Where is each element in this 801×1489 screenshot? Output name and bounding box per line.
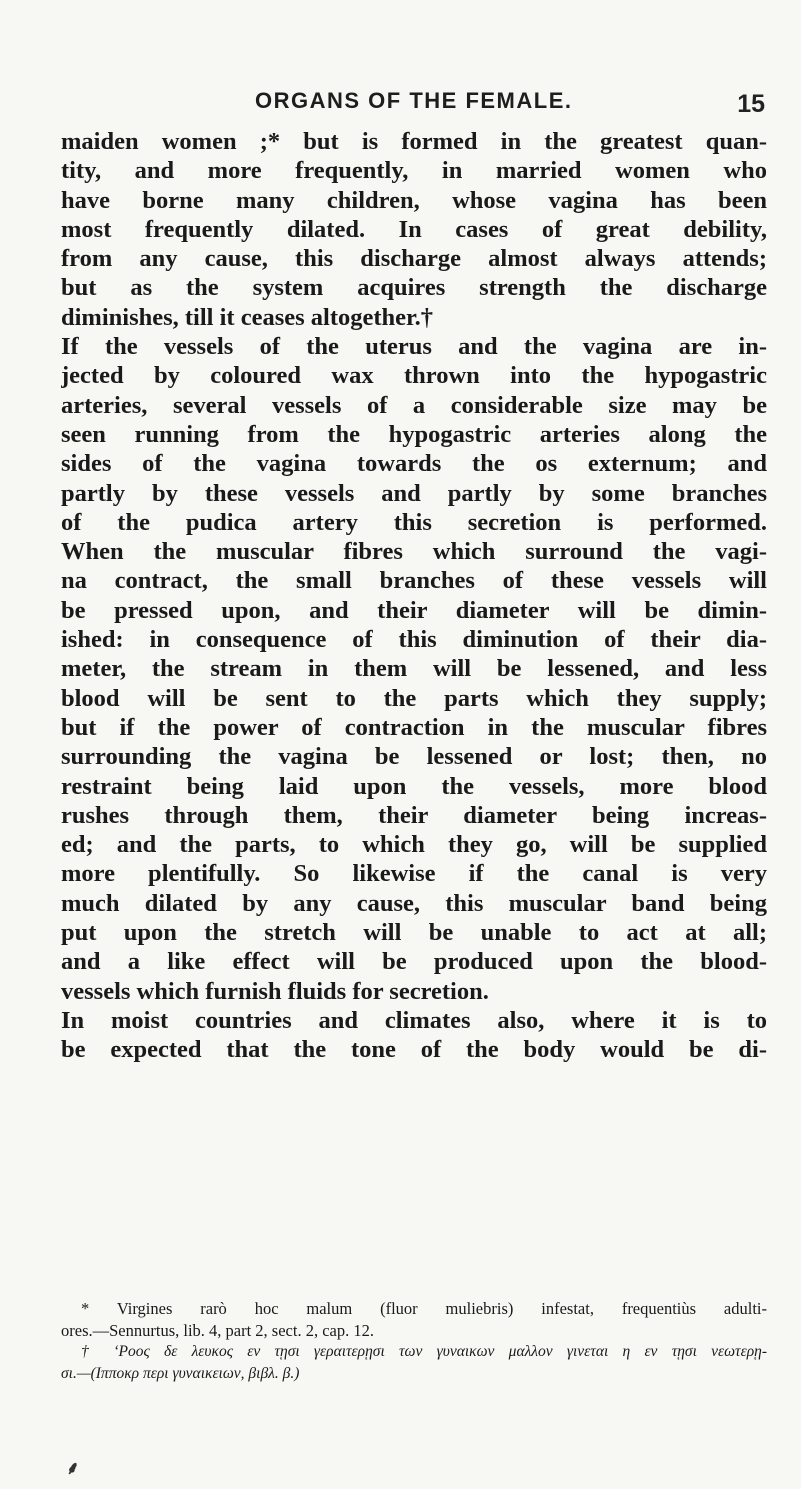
- footnote-2-line: σι.—(Ιπποκρ περι γυναικειων, βιβλ. β.): [61, 1364, 300, 1382]
- text-line: maiden women ;* but is formed in the greatest quan-: [61, 128, 767, 155]
- text-line: surrounding the vagina be lessened or lost; then, no: [61, 743, 767, 771]
- text-line: put upon the stretch will be unable to act at all;: [61, 919, 767, 947]
- running-head: [60, 86, 765, 120]
- text-line: jected by coloured wax thrown into the hypogastric: [61, 362, 767, 390]
- text-line: When the muscular fibres which surround the vagi-: [61, 538, 767, 566]
- text-line: blood will be sent to the parts which they supply;: [61, 684, 767, 712]
- footnote-1-line: ores.—Sennurtus, lib. 4, part 2, sect. 2, cap. 12.: [61, 1320, 374, 1340]
- text-line: In moist countries and climates also, where it is to: [61, 1006, 767, 1034]
- text-line: diminishes, till it ceases altogether.†: [61, 303, 434, 331]
- text-line: most frequently dilated. In cases of great debility,: [61, 215, 767, 243]
- footnotes: [61, 1298, 767, 1384]
- text-line: of the pudica artery this secretion is performed.: [61, 508, 767, 536]
- footnote-1-line: * Virgines rarò hoc malum (fluor muliebris) infestat, frequentiùs adulti-: [81, 1299, 767, 1318]
- text-line: be expected that the tone of the body would be di-: [61, 1036, 767, 1064]
- text-line: rushes through them, their diameter being increas-: [61, 801, 767, 829]
- text-line: ed; and the parts, to which they go, will be supplied: [61, 831, 767, 859]
- text-line: partly by these vessels and partly by some branches: [61, 479, 767, 507]
- text-line: more plentifully. So likewise if the canal is very: [61, 860, 767, 888]
- text-line: but as the system acquires strength the discharge: [61, 274, 767, 302]
- text-line: have borne many children, whose vagina has been: [61, 186, 767, 214]
- text-line: much dilated by any cause, this muscular band being: [61, 889, 767, 917]
- body-text: [61, 127, 767, 1065]
- text-line: tity, and more frequently, in married women who: [61, 157, 767, 185]
- text-line: vessels which furnish fluids for secretion.: [61, 977, 489, 1005]
- text-line: ished: in consequence of this diminution of their dia-: [61, 626, 767, 654]
- text-line: and a like effect will be produced upon the blood-: [61, 948, 767, 976]
- text-line: If the vessels of the uterus and the vagina are in-: [61, 333, 767, 361]
- text-line: from any cause, this discharge almost always attends;: [61, 245, 767, 273]
- running-title: ORGANS OF THE FEMALE.: [255, 88, 573, 113]
- text-line: be pressed upon, and their diameter will be dimin-: [61, 596, 767, 624]
- page-number: 15: [737, 90, 765, 118]
- printers-mark: ⸙: [66, 1458, 80, 1478]
- text-line: meter, the stream in them will be lessened, and less: [61, 655, 767, 683]
- text-line: arteries, several vessels of a considerable size may be: [61, 391, 767, 419]
- text-line: but if the power of contraction in the muscular fibres: [61, 713, 767, 741]
- text-line: na contract, the small branches of these vessels will: [61, 567, 767, 595]
- text-line: sides of the vagina towards the os externum; and: [61, 450, 767, 478]
- footnote-2-line: † ‘Ροος δε λευκος εν τῃσι γεραιτερῃσι των γυναικων μαλλον γινεται η εν τῃσι νεωτερῃ-: [81, 1343, 767, 1360]
- text-line: seen running from the hypogastric arteries along the: [61, 420, 767, 448]
- text-line: restraint being laid upon the vessels, more blood: [61, 772, 767, 800]
